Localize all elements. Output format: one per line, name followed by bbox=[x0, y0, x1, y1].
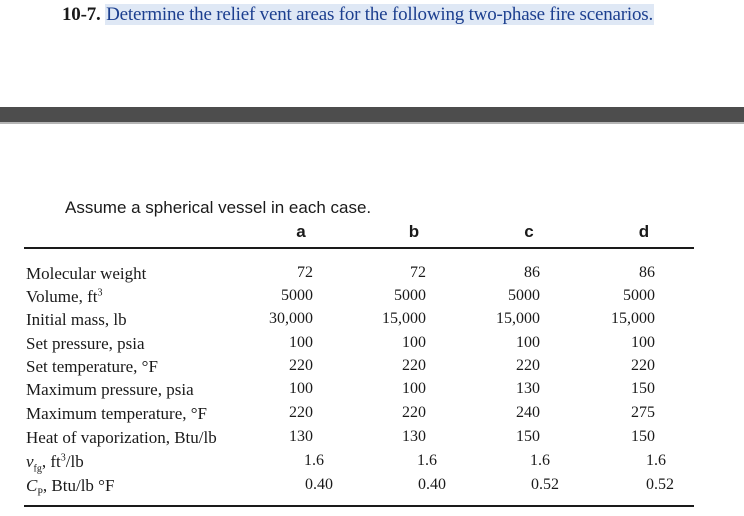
problem-number: 10-7. bbox=[62, 4, 101, 25]
cell-c: 240 bbox=[516, 404, 540, 421]
cell-d: 1.6 bbox=[646, 452, 666, 469]
cell-d: 275 bbox=[631, 404, 655, 421]
cell-c: 220 bbox=[516, 357, 540, 374]
cell-d: 150 bbox=[631, 380, 655, 397]
cell-b: 72 bbox=[410, 264, 426, 281]
cell-b: 5000 bbox=[394, 287, 426, 304]
cell-d: 5000 bbox=[623, 287, 655, 304]
row-label: Initial mass, lb bbox=[26, 310, 127, 329]
cell-c: 150 bbox=[516, 428, 540, 445]
cell-d: 220 bbox=[631, 357, 655, 374]
table-row bbox=[0, 357, 744, 380]
cell-c: 0.52 bbox=[531, 476, 559, 493]
cell-a: 5000 bbox=[281, 287, 313, 304]
cell-c: 15,000 bbox=[496, 310, 540, 327]
cell-d: 86 bbox=[639, 264, 655, 281]
cell-d: 15,000 bbox=[611, 310, 655, 327]
row-label: Molecular weight bbox=[26, 264, 147, 283]
cell-c: 1.6 bbox=[530, 452, 550, 469]
cell-a: 30,000 bbox=[269, 310, 313, 327]
column-header-d: d bbox=[638, 222, 650, 241]
cell-a: 1.6 bbox=[304, 452, 324, 469]
table-row bbox=[0, 428, 744, 451]
table-row bbox=[0, 476, 744, 499]
page-divider-line bbox=[0, 122, 744, 124]
row-label: Maximum pressure, psia bbox=[26, 380, 194, 399]
cell-a: 72 bbox=[297, 264, 313, 281]
table-top-rule bbox=[24, 247, 694, 249]
cell-a: 130 bbox=[289, 428, 313, 445]
column-header-c: c bbox=[524, 222, 534, 241]
cell-b: 100 bbox=[402, 334, 426, 351]
cell-c: 86 bbox=[524, 264, 540, 281]
cell-b: 15,000 bbox=[382, 310, 426, 327]
assumption-text: Assume a spherical vessel in each case. bbox=[65, 198, 372, 217]
row-label: Set pressure, psia bbox=[26, 334, 145, 353]
table-row bbox=[0, 287, 744, 310]
cell-b: 220 bbox=[402, 357, 426, 374]
cell-a: 100 bbox=[289, 380, 313, 397]
cell-b: 130 bbox=[402, 428, 426, 445]
cell-a: 220 bbox=[289, 404, 313, 421]
table-row bbox=[0, 404, 744, 427]
cell-b: 100 bbox=[402, 380, 426, 397]
row-label: Maximum temperature, °F bbox=[26, 404, 208, 423]
table-row bbox=[0, 380, 744, 403]
cell-c: 100 bbox=[516, 334, 540, 351]
table-bottom-rule bbox=[24, 505, 694, 507]
row-label: $C_P$, Btu/lb °F bbox=[26, 476, 115, 499]
cell-b: 0.40 bbox=[418, 476, 446, 493]
cell-d: 0.52 bbox=[646, 476, 674, 493]
problem-text: Determine the relief vent areas for the following two-phase fire scenarios. bbox=[106, 4, 653, 25]
cell-d: 100 bbox=[631, 334, 655, 351]
cell-c: 5000 bbox=[508, 287, 540, 304]
cell-a: 0.40 bbox=[305, 476, 333, 493]
cell-a: 220 bbox=[289, 357, 313, 374]
table-row bbox=[0, 264, 744, 287]
cell-d: 150 bbox=[631, 428, 655, 445]
column-header-a: a bbox=[296, 222, 306, 241]
column-header-b: b bbox=[408, 222, 420, 241]
table-row bbox=[0, 334, 744, 357]
row-label: $v_{fg}$, $ft^3/lb$ bbox=[26, 452, 84, 475]
cell-a: 100 bbox=[289, 334, 313, 351]
cell-b: 1.6 bbox=[417, 452, 437, 469]
row-label: Set temperature, °F bbox=[26, 357, 158, 376]
row-label: Volume, $ft^3$ bbox=[26, 287, 103, 306]
page-divider-bar bbox=[0, 107, 744, 122]
table-row bbox=[0, 310, 744, 333]
table-row bbox=[0, 452, 744, 475]
problem-statement bbox=[62, 4, 654, 26]
cell-b: 220 bbox=[402, 404, 426, 421]
cell-c: 130 bbox=[516, 380, 540, 397]
row-label: Heat of vaporization, Btu/lb bbox=[26, 428, 217, 447]
